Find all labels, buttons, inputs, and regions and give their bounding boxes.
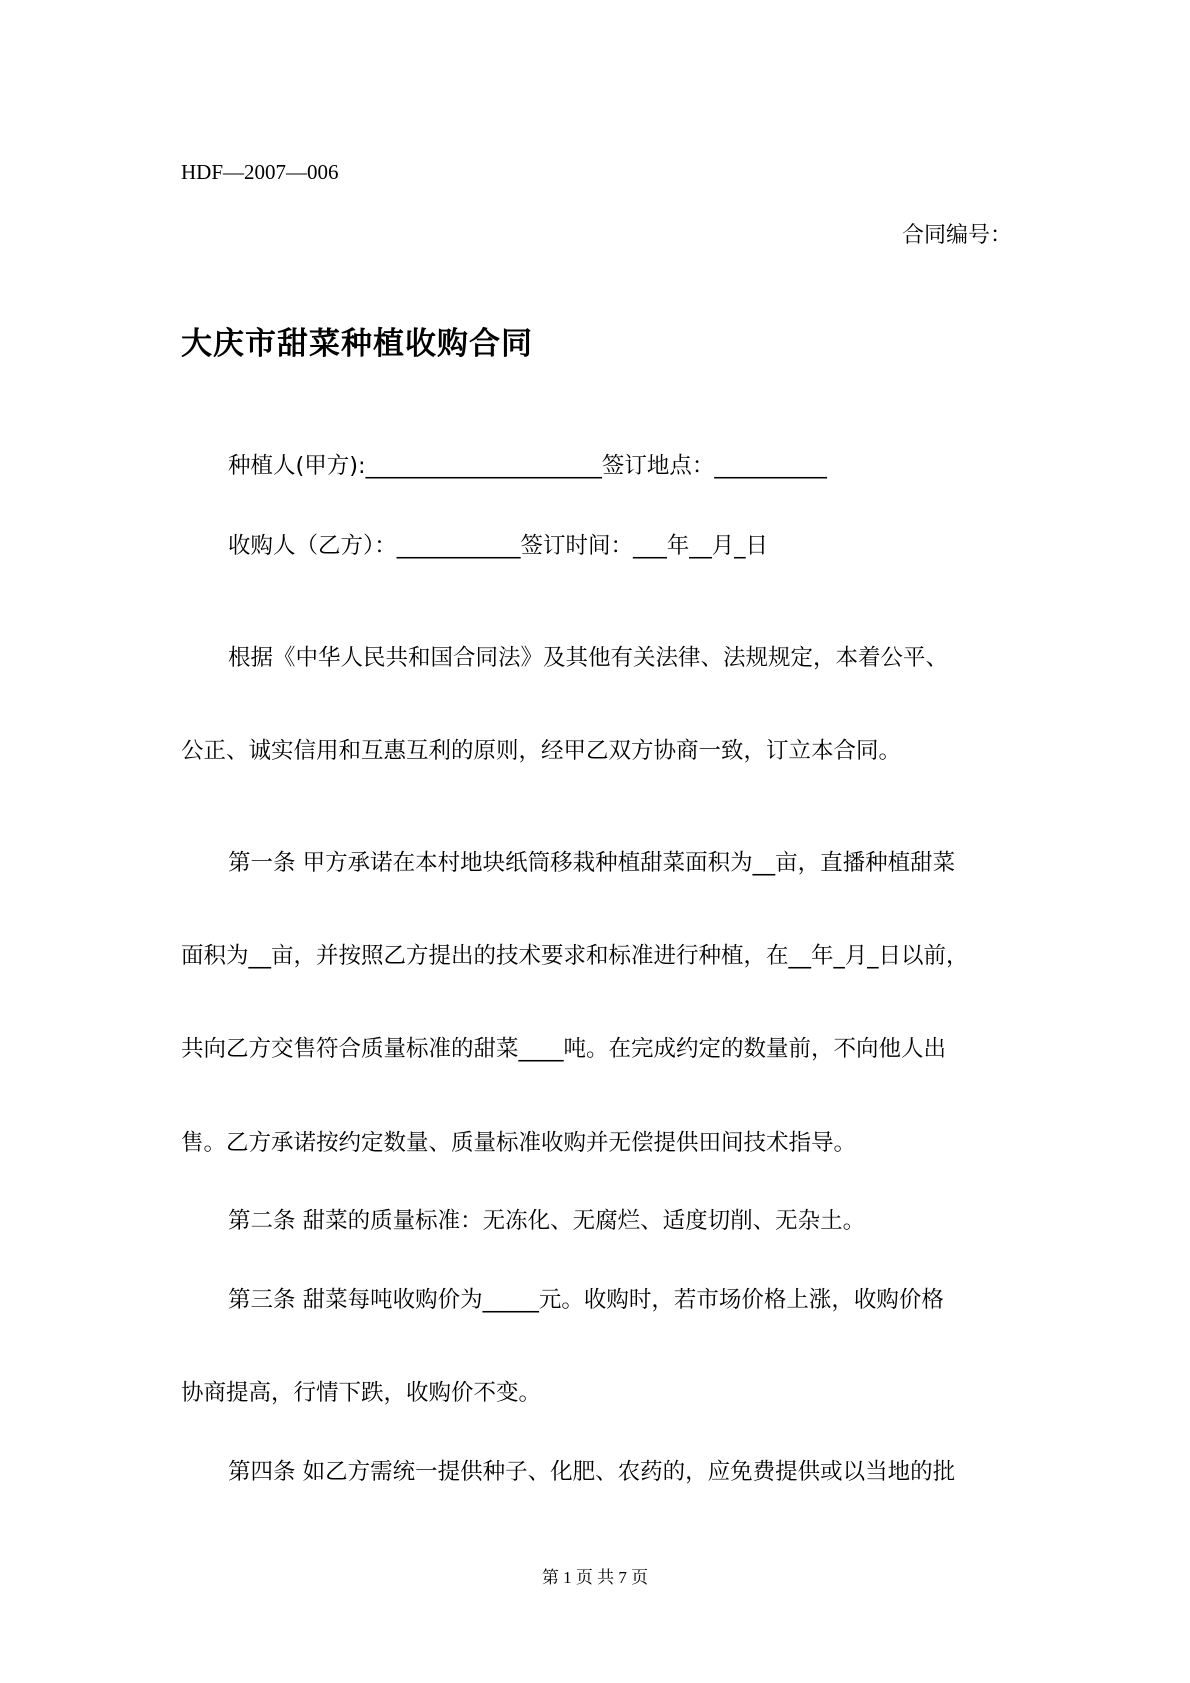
document-title: 大庆市甜菜种植收购合同	[181, 326, 533, 362]
article1-line-4: 售。乙方承诺按约定数量、质量标准收购并无偿提供田间技术指导。	[181, 1130, 857, 1156]
party-a-line: 种植人(甲方):_____________________签订地点：__________	[228, 453, 827, 479]
article1-line-1: 第一条 甲方承诺在本村地块纸筒移栽种植甜菜面积为__亩，直播种植甜菜	[228, 850, 956, 876]
article1-line-3: 共向乙方交售符合质量标准的甜菜____吨。在完成约定的数量前，不向他人出	[181, 1036, 947, 1062]
article2-line-1: 第二条 甜菜的质量标准：无冻化、无腐烂、适度切削、无杂土。	[228, 1208, 866, 1234]
document-code: HDF—2007—006	[181, 160, 339, 184]
preamble-line-2: 公正、诚实信用和互惠互利的原则，经甲乙双方协商一致，订立本合同。	[181, 738, 902, 764]
party-b-line: 收购人（乙方）：___________签订时间：___年__月_日	[228, 533, 769, 559]
article4-line-1: 第四条 如乙方需统一提供种子、化肥、农药的，应免费提供或以当地的批	[228, 1459, 956, 1485]
article3-line-2: 协商提高，行情下跌，收购价不变。	[181, 1380, 542, 1406]
page-footer: 第 1 页 共 7 页	[541, 1568, 649, 1587]
contract-number-label: 合同编号：	[901, 223, 1012, 248]
article3-line-1: 第三条 甜菜每吨收购价为_____元。收购时，若市场价格上涨，收购价格	[228, 1287, 944, 1313]
preamble-line-1: 根据《中华人民共和国合同法》及其他有关法律、法规规定，本着公平、	[228, 645, 949, 671]
article1-line-2: 面积为__亩，并按照乙方提出的技术要求和标准进行种植，在__年_月_日以前，	[181, 943, 969, 969]
